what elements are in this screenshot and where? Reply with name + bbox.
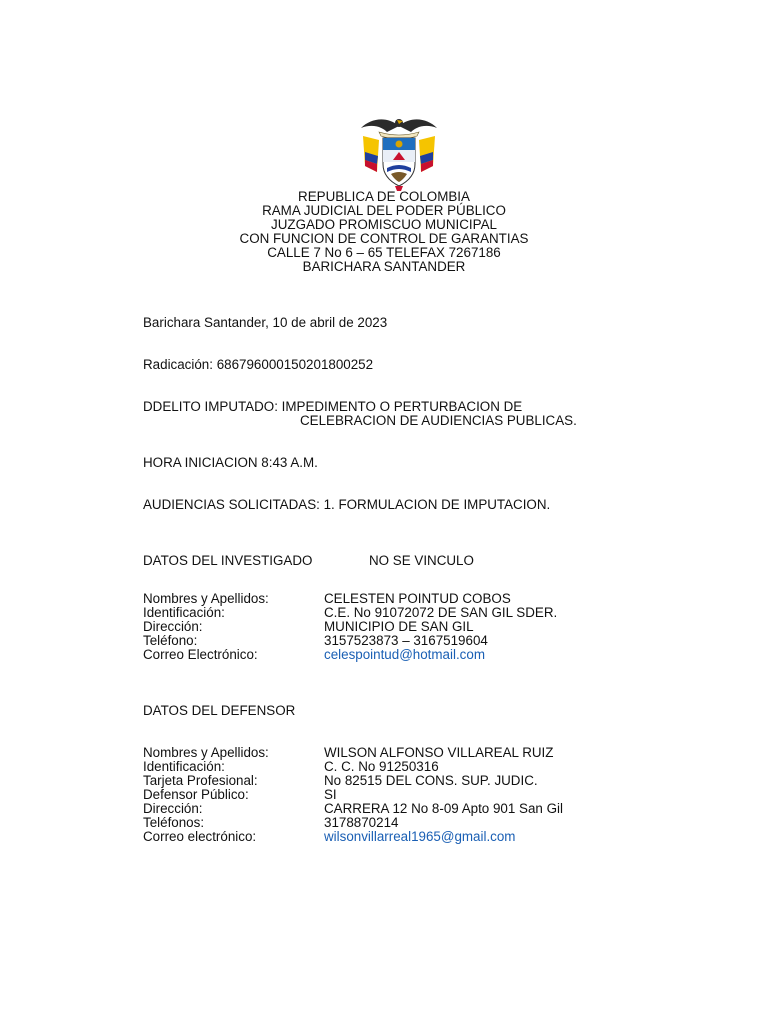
field-label: Correo Electrónico: [143,647,258,662]
field-label: Nombres y Apellidos: [143,591,269,606]
delito-line-2: CELEBRACION DE AUDIENCIAS PUBLICAS. [300,413,577,428]
field-label: Identificación: [143,605,225,620]
court-header [0,190,768,274]
field-label: Dirección: [143,619,203,634]
hora-iniciacion: HORA INICIACION 8:43 A.M. [143,455,318,470]
audiencias-solicitadas: AUDIENCIAS SOLICITADAS: 1. FORMULACION DE IMPUTACION. [143,497,551,512]
field-value: C. C. No 91250316 [324,759,439,774]
field-value: CARRERA 12 No 8-09 Apto 901 San Gil [324,801,563,816]
field-value: SI [324,787,337,802]
coat-of-arms-icon [357,112,441,192]
header-line-country: REPUBLICA DE COLOMBIA [298,189,470,204]
field-value: CELESTEN POINTUD COBOS [324,591,511,606]
field-label: Nombres y Apellidos: [143,745,269,760]
field-value: No 82515 DEL CONS. SUP. JUDIC. [324,773,538,788]
header-line-city: BARICHARA SANTANDER [302,259,466,274]
header-line-address: CALLE 7 No 6 – 65 TELEFAX 7267186 [267,245,501,260]
field-label: Tarjeta Profesional: [143,773,258,788]
field-label: Identificación: [143,759,225,774]
header-line-court: JUZGADO PROMISCUO MUNICIPAL [271,217,497,232]
investigado-email-link[interactable]: celespointud@hotmail.com [324,647,485,662]
defensor-email-link[interactable]: wilsonvillarreal1965@gmail.com [324,829,516,844]
field-value: MUNICIPIO DE SAN GIL [324,619,474,634]
investigado-status: NO SE VINCULO [369,553,474,568]
investigado-title: DATOS DEL INVESTIGADO [143,553,313,568]
field-label: Correo electrónico: [143,829,257,844]
field-value: 3178870214 [324,815,399,830]
field-label: Defensor Público: [143,787,249,802]
field-label: Teléfono: [143,633,198,648]
header-line-function: CON FUNCION DE CONTROL DE GARANTIAS [239,231,529,246]
field-label: Teléfonos: [143,815,205,830]
field-value: 3157523873 – 3167519604 [324,633,488,648]
field-label: Dirección: [143,801,203,816]
header-line-branch: RAMA JUDICIAL DEL PODER PÚBLICO [262,203,506,218]
radicacion: Radicación: 686796000150201800252 [143,357,374,372]
defensor-title: DATOS DEL DEFENSOR [143,703,296,718]
delito-line-1: DDELITO IMPUTADO: IMPEDIMENTO O PERTURBACION DE [143,399,523,414]
date-line: Barichara Santander, 10 de abril de 2023 [143,315,388,330]
field-value: WILSON ALFONSO VILLAREAL RUIZ [324,745,554,760]
field-value: C.E. No 91072072 DE SAN GIL SDER. [324,605,558,620]
